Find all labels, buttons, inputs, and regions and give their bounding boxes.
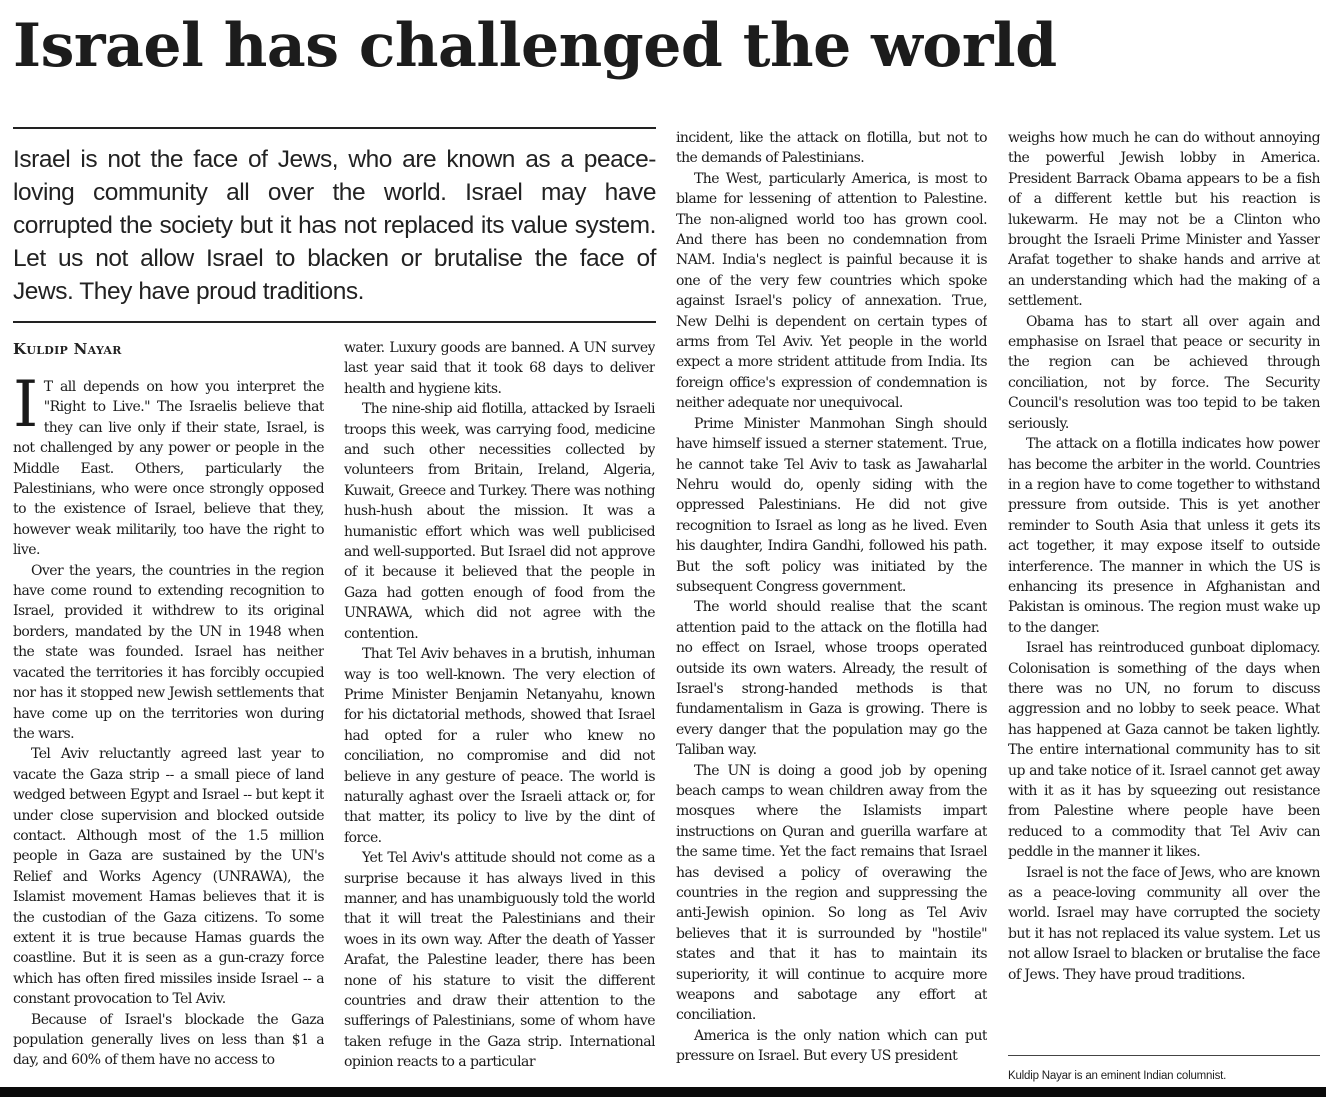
standfirst-divider [13, 321, 656, 323]
paragraph: Over the years, the countries in the region have come round to extending recognition to Israel, provided it withdrew to its original borders, mandated by the UN in 1948 when the state was founded. Israel has neither vacated the territories it has forcibly occupied nor has it stopped new Jewish settlements that have come up on the territories won during the wars. [13, 562, 324, 742]
paragraph: The world should realise that the scant attention paid to the attack on the flotilla had no effect on Israel, whose troops operated outside its own waters. Already, the result of Israel's strong-handed methods is that fundamentalism in Gaza is growing. There is every danger that the population may go the Taliban way. [676, 599, 987, 759]
top-divider [13, 127, 656, 129]
paragraph: Israel has reintroduced gunboat diplomacy. Colonisation is something of the days when there was no UN, no forum to discuss aggression and no lobby to seek peace. What has happened at Gaza cannot be taken lightly. The entire international community has to sit up and take notice of it. Israel cannot get away with it as it has by squeezing out resistance from Palestine where people have been reduced to a commodity that Tel Aviv can peddle in the manner it likes. [1008, 640, 1320, 861]
headline: Israel has challenged the world [13, 11, 1057, 81]
paragraph: The UN is doing a good job by opening beach camps to wean children away from the mosques where the Islamists impart instructions on Quran and guerilla warfare at the same time. Yet the fact remains that Israel has devised a policy of overawing the countries in the region and suppressing the anti-Jewish opinion. So long as Tel Aviv believes that it is surrounded by "hostile" states and that it has to maintain its superiority, it will continue to acquire more weapons and sabotage any effort at conciliation. [676, 762, 987, 1024]
paragraph: The nine-ship aid flotilla, attacked by Israeli troops this week, was carrying food, medicine and such other necessities collected by volunteers from Britain, Ireland, Algeria, Kuwait, Greece and Turkey. There was nothing hush-hush about the mission. It was a humanistic effort which was well publicised and well-supported. But Israel did not approve of it because it believed that the people in Gaza had gotten enough of food from the UNRAWA, which did not agree with the contention. [344, 401, 655, 642]
footnote-divider [1008, 1055, 1320, 1056]
paragraph: Tel Aviv reluctantly agreed last year to vacate the Gaza strip -- a small piece of land wedged between Egypt and Israel -- but kept it under close supervision and blocked outside contact. Although most of the 1.5 million people in Gaza are sustained by the UN's Relief and Works Agency (UNRAWA), the Islamist movement Hamas believes that it is the custodian of the Gaza citizens. To some extent it is true because Hamas guards the coastline. But it is seen as a gun-crazy force which has often fired missiles inside Israel -- a constant provocation to Tel Aviv. [13, 746, 324, 1008]
paragraph: incident, like the attack on flotilla, but not to the demands of Palestinians. [676, 130, 987, 167]
paragraph: Prime Minister Manmohan Singh should have himself issued a sterner statement. True, he cannot take Tel Aviv to task as Jawaharlal Nehru would do, openly siding with the oppressed Palestinians. He did not give recognition to Israel as long as he lived. Even his daughter, Indira Gandhi, followed his path. But the soft policy was initiated by the subsequent Congress government. [676, 415, 987, 595]
article-column-3 [676, 128, 987, 1089]
paragraph: Obama has to start all over again and emphasise on Israel that peace or security in the region can be achieved through conciliation, not by force. The Security Council's resolution was too tepid to be taken seriously. [1008, 313, 1320, 432]
paragraph: I T all depends on how you interpret the "Right to Live." The Israelis believe that they can live only if their state, Israel, is not challenged by any power or people in the Middle East. Others, particularly the Palestinians, who were once strongly opposed to the existence of Israel, believe that they, however weak militarily, too have the right to live. [13, 377, 324, 559]
paragraph: The West, particularly America, is most to blame for lessening of attention to Palestine. The non-aligned world too has grown cool. And there has been no condemnation from NAM. India's neglect is painful because it is one of the very few countries which spoke against Israel's policy of annexation. True, New Delhi is dependent on certain types of arms from Tel Aviv. Yet people in the world expect a more strident attitude from India. Its foreign office's expression of condemnation is neither adequate nor unequivocal. [676, 170, 987, 412]
standfirst: Israel is not the face of Jews, who are known as a peace-loving community all over the world. Israel may have corrupted the society but it has not replaced its value system. Let us not allow Israel to blacken or brutalise the face of Jews. They have proud traditions. [13, 146, 656, 305]
paragraph: water. Luxury goods are banned. A UN survey last year said that it took 68 days to deliver health and hygiene kits. [344, 340, 655, 397]
paragraph: Because of Israel's blockade the Gaza population generally lives on less than $1 a day, and 60% of them have no access to [13, 1011, 324, 1069]
article-column-1 [13, 377, 324, 1089]
paragraph: Israel is not the face of Jews, who are known as a peace-loving community all over the world. Israel may have corrupted the society but it has not replaced its value system. Let us not allow Israel to blacken or brutalise the face of Jews. They have proud traditions. [1008, 864, 1320, 983]
paragraph: Yet Tel Aviv's attitude should not come as a surprise because it has always lived in this manner, and has unambiguously told the world that it will treat the Palestinians and their woes in its own way. After the death of Yasser Arafat, the Palestine leader, there has been none of his stature to visit the different countries and draw their attention to the sufferings of Palestinians, some of whom have taken refuge in the Gaza strip. International opinion reacts to a particular [344, 850, 655, 1071]
paragraph: America is the only nation which can put pressure on Israel. But every US president [676, 1027, 987, 1065]
paragraph: weighs how much he can do without annoying the powerful Jewish lobby in America. President Barrack Obama appears to be a fish of a different kettle but his reaction is lukewarm. He may not be a Clinton who brought the Israeli Prime Minister and Yasser Arafat together to shake hands and arrive at an understanding which had the making of a settlement. [1008, 130, 1320, 310]
byline: Kuldip Nayar [13, 340, 122, 358]
article-column-2 [344, 338, 655, 1089]
page-bottom-border [0, 1087, 1326, 1097]
article-column-4 [1008, 128, 1320, 1048]
paragraph: That Tel Aviv behaves in a brutish, inhuman way is too well-known. The very election of Prime Minister Benjamin Netanyahu, known for his dictatorial methods, showed that Israel had opted for a ruler who knew no conciliation, no compromise and did not believe in any gesture of peace. The world is naturally aghast over the Israeli attack or, for that matter, its policy to live by the dint of force. [344, 646, 655, 846]
paragraph: The attack on a flotilla indicates how power has become the arbiter in the world. Countries in a region have to come together to withstand pressure from outside. This is yet another reminder to South Asia that unless it gets its act together, it may expose itself to outside interference. The manner in which the US is enhancing its presence in Afghanistan and Pakistan is ominous. The region must wake up to the danger. [1008, 436, 1320, 636]
author-footnote: Kuldip Nayar is an eminent Indian columnist. [1008, 1070, 1227, 1082]
dropcap: I [13, 377, 38, 442]
